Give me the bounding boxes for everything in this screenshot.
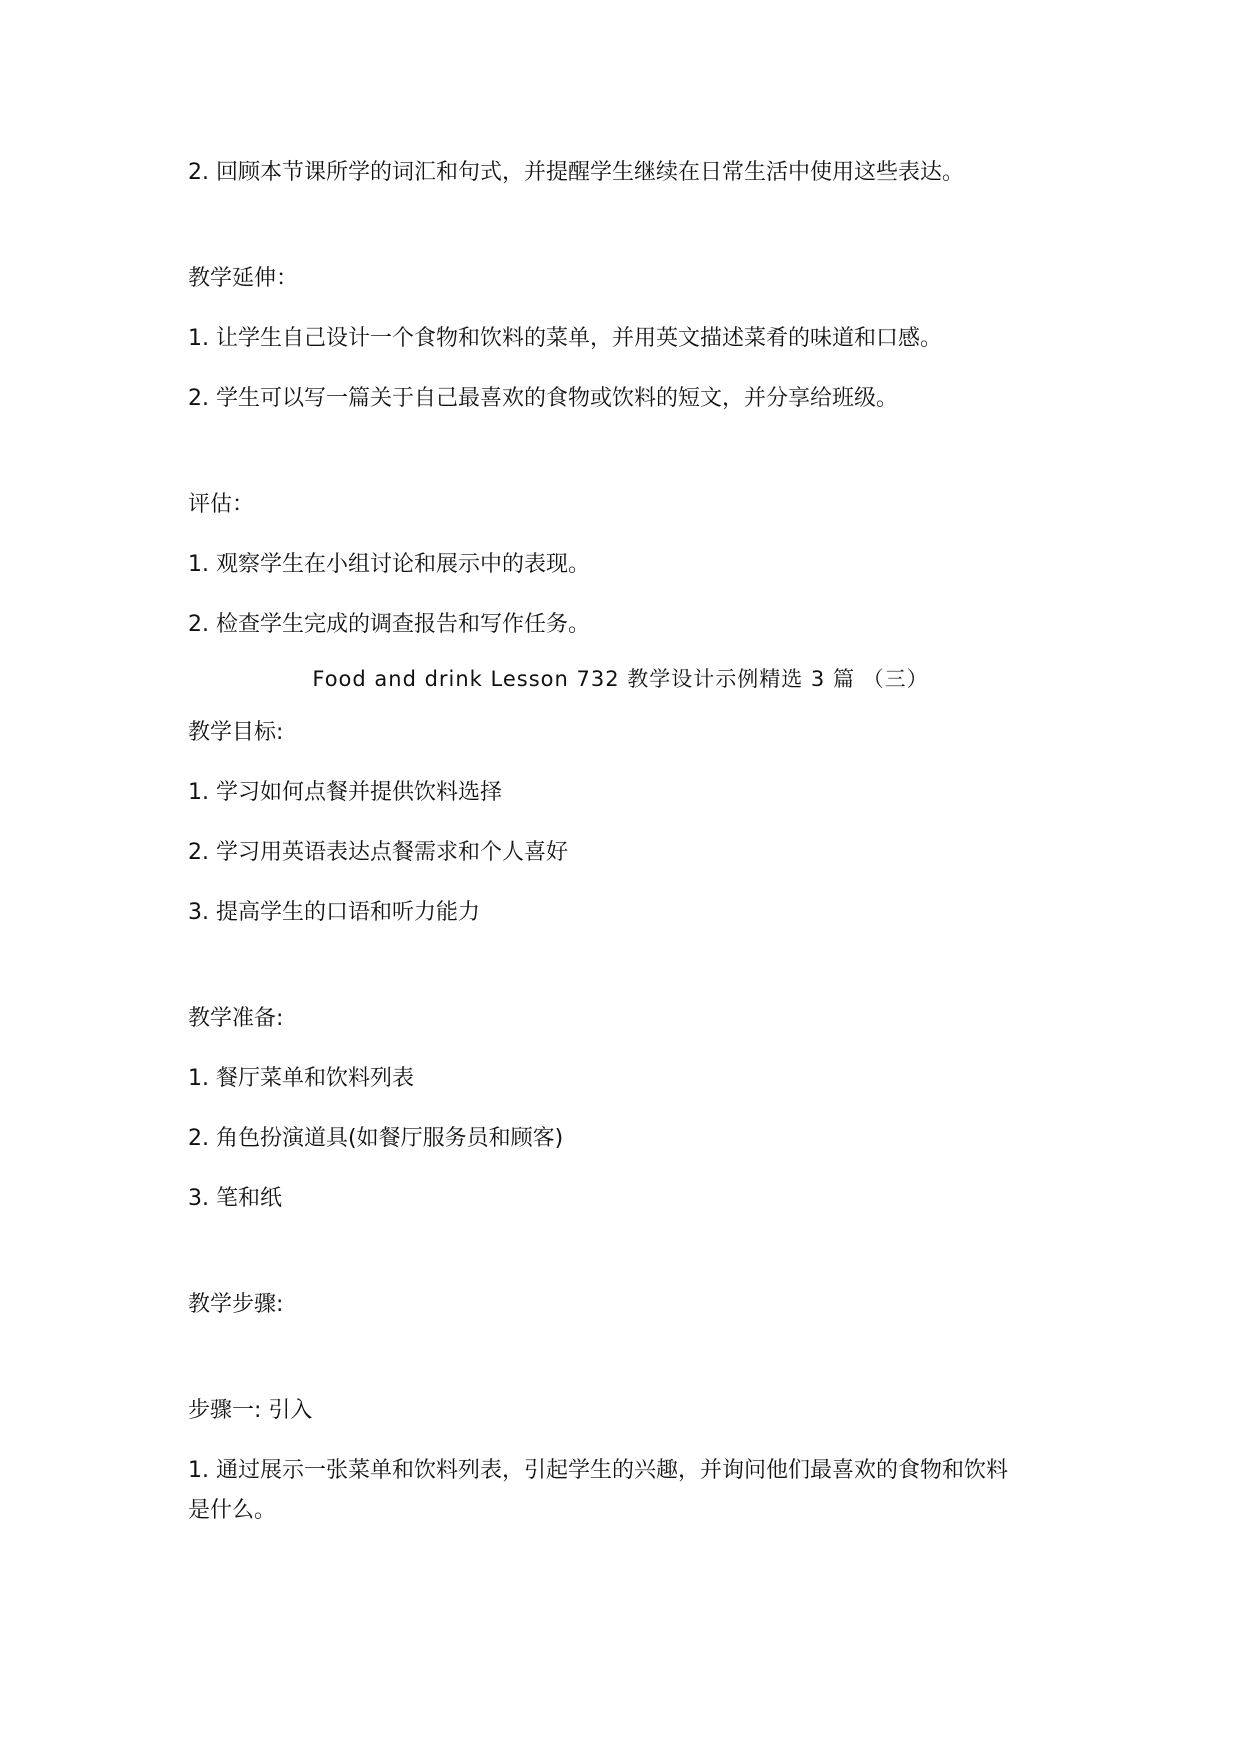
- preparation-item-1: 1. 餐厅菜单和饮料列表: [188, 1066, 414, 1091]
- preparation-item-3: 3. 笔和纸: [188, 1186, 282, 1211]
- step-1-item-1: 1. 通过展示一张菜单和饮料列表，引起学生的兴趣，并询问他们最喜欢的食物和饮料: [188, 1458, 1008, 1483]
- section-heading-preparation: 教学准备:: [188, 1006, 284, 1031]
- preparation-item-2: 2. 角色扮演道具(如餐厅服务员和顾客): [188, 1126, 564, 1151]
- step-1-heading: 步骤一: 引入: [188, 1398, 313, 1423]
- section-heading-extension: 教学延伸：: [188, 266, 299, 291]
- objective-item-1: 1. 学习如何点餐并提供饮料选择: [188, 780, 502, 805]
- extension-item-2: 2. 学生可以写一篇关于自己最喜欢的食物或饮料的短文，并分享给班级。: [188, 386, 898, 411]
- objective-item-3: 3. 提高学生的口语和听力能力: [188, 900, 480, 925]
- assessment-item-2: 2. 检查学生完成的调查报告和写作任务。: [188, 612, 590, 637]
- lesson-title: Food and drink Lesson 732 教学设计示例精选 3 篇 （三）: [312, 667, 929, 691]
- assessment-item-1: 1. 观察学生在小组讨论和展示中的表现。: [188, 552, 590, 577]
- objective-item-2: 2. 学习用英语表达点餐需求和个人喜好: [188, 840, 568, 865]
- review-item-2: 2. 回顾本节课所学的词汇和句式，并提醒学生继续在日常生活中使用这些表达。: [188, 160, 964, 185]
- section-heading-assessment: 评估：: [188, 492, 255, 517]
- extension-item-1: 1. 让学生自己设计一个食物和饮料的菜单，并用英文描述菜肴的味道和口感。: [188, 326, 942, 351]
- step-1-item-1-continued: 是什么。: [188, 1498, 277, 1523]
- section-heading-steps: 教学步骤:: [188, 1292, 284, 1317]
- section-heading-objectives: 教学目标:: [188, 720, 284, 745]
